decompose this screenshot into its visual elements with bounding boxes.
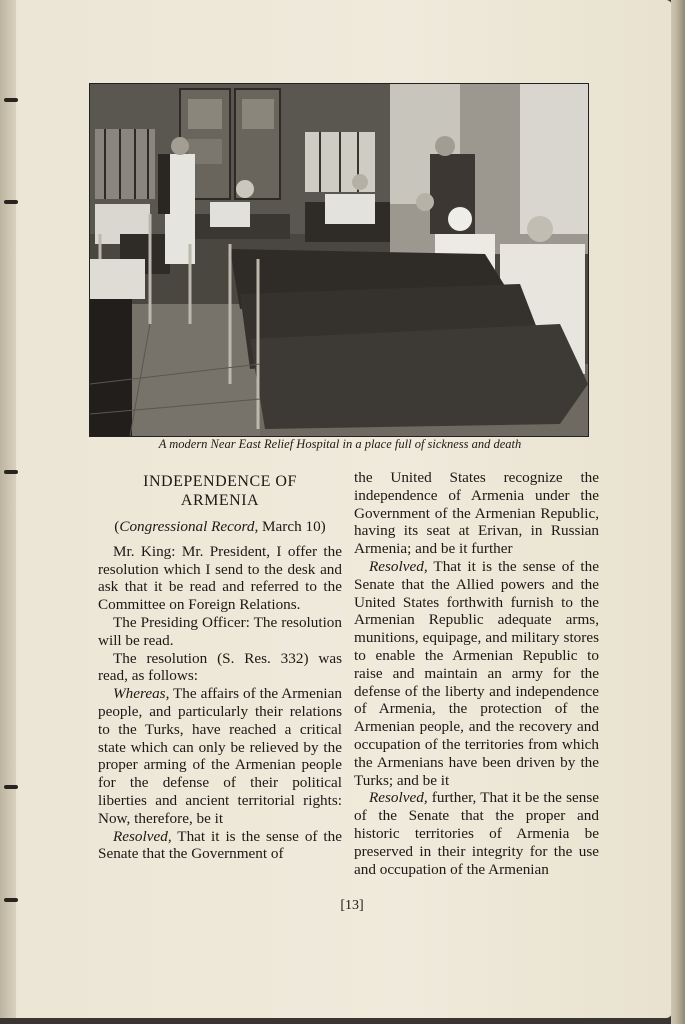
book-spine (0, 0, 16, 1018)
paragraph-text: That it is the sense of the Senate that the Government of (98, 827, 342, 863)
heading-line-1: INDEPENDENCE OF (143, 473, 297, 490)
binding-stitch (4, 200, 18, 204)
italic-lead: Resolved, (369, 557, 428, 575)
source-date: March 10) (258, 518, 326, 535)
paragraph-text: That it is the sense of the Senate that the Allied powers and the United States forthwith furnish to the Armenian Republic adequate arms, munitions, equipage, and military stores to enable the Armenian Republic to raise and maintain an army for the defense of the liberty and independence of Armenia, the protection of the Armenian people, and the recovery and occupation of the territories from which the Armenians have been driven by the Turks; and be it (354, 557, 599, 789)
left-column (98, 472, 342, 863)
page-number: [13] (340, 898, 364, 913)
heading-line-2: ARMENIA (180, 492, 260, 509)
right-column (354, 469, 599, 878)
source-citation (98, 518, 342, 536)
italic-lead: Resolved, (113, 827, 172, 845)
paragraph (98, 828, 342, 864)
paragraph: Mr. King: Mr. President, I offer the resolution which I send to the desk and ask that it be read and referred to the Committee on Foreign Relations. (98, 542, 342, 614)
paragraph (354, 558, 599, 789)
page-edge (671, 0, 685, 1024)
hospital-photo (89, 83, 589, 437)
binding-stitch (4, 785, 18, 789)
paragraph: The resolution (S. Res. 332) was read, as follows: (98, 649, 342, 685)
article-heading (98, 472, 342, 510)
source-title: Congressional Record, (119, 518, 259, 535)
binding-stitch (4, 470, 18, 474)
paragraph (354, 789, 599, 878)
italic-lead: Whereas, (113, 685, 170, 703)
paragraph-text: further, That it be the sense of the Senate that the proper and historic territories of Armenia be preserved in their integrity for the use and occupation of the Armenian (354, 789, 599, 878)
italic-lead: Resolved, (369, 789, 428, 807)
paragraph: the United States recognize the independence of Armenia under the Government of the Armenian Republic, having its seat at Erivan, in Russian Armenia; and be it further (354, 469, 599, 558)
paragraph-text: The affairs of the Armenian people, and particularly their relations to the Turks, have reached a critical state which can only be relieved by the proper arming of the Armenian people for the defense of their political liberties and ancient territorial rights: Now, therefore, be it (98, 685, 342, 827)
hospital-ward-illustration (90, 84, 588, 436)
source-open-paren: ( (114, 518, 120, 535)
paragraph: The Presiding Officer: The resolution will be read. (98, 613, 342, 649)
binding-stitch (4, 898, 18, 902)
paragraph (98, 685, 342, 827)
photo-caption: A modern Near East Relief Hospital in a place full of sickness and death (158, 437, 522, 451)
binding-stitch (4, 98, 18, 102)
